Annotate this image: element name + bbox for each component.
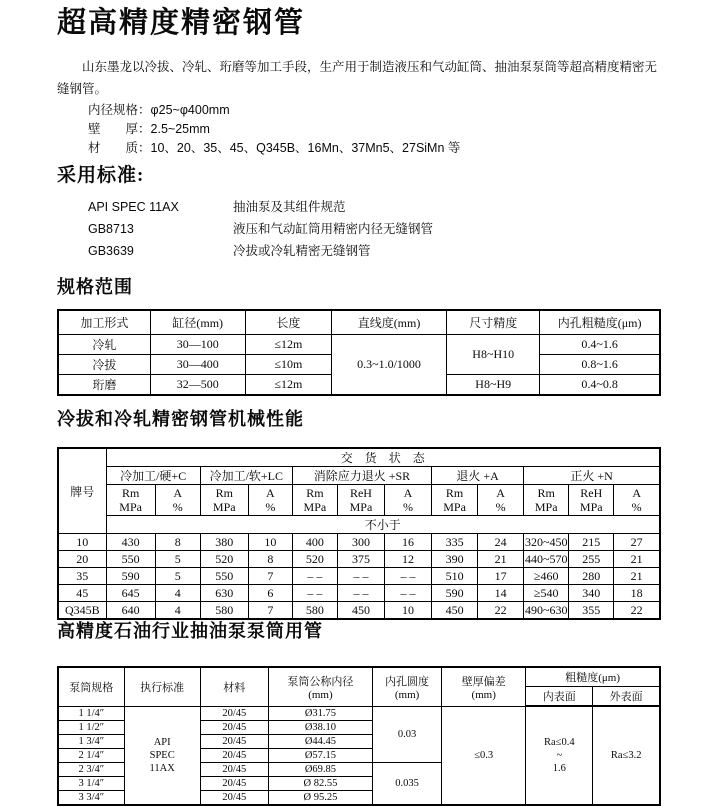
cell-value: 215: [569, 534, 614, 551]
cell-value: 14: [478, 585, 524, 602]
cell-bore: Ø38.10: [268, 720, 372, 734]
cell-value: 255: [569, 551, 614, 568]
cell-bore: 32—500: [150, 375, 245, 396]
cell-roughness: 0.8~1.6: [540, 355, 660, 375]
standard-code: GB8713: [88, 222, 134, 236]
cell-value: 430: [106, 534, 155, 551]
cell-bore: Ø57.15: [268, 748, 372, 762]
cell-material: 20/45: [200, 734, 268, 748]
cell-material: 20/45: [200, 720, 268, 734]
cell-bore: Ø31.75: [268, 706, 372, 720]
cell-material: 20/45: [200, 706, 268, 720]
cell-spec: 2 1/4″: [58, 748, 124, 762]
cell-process: 珩磨: [58, 375, 150, 396]
spec-line-material: [57, 139, 661, 158]
cell-value: 400: [292, 534, 337, 551]
col-header-unit: A %: [248, 485, 292, 516]
col-group-normalized: 正火 +N: [524, 467, 660, 485]
cell-value: – –: [384, 585, 431, 602]
col-header-unit: A %: [155, 485, 200, 516]
table-row: [58, 602, 660, 620]
cell-value: 4: [155, 585, 200, 602]
cell-material: 20/45: [200, 776, 268, 790]
col-header-unit: Rm MPa: [432, 485, 478, 516]
standard-desc: 液压和气动缸筒用精密内径无缝钢管: [233, 222, 434, 236]
col-header-unit: ReH MPa: [569, 485, 614, 516]
col-header: 加工形式: [58, 310, 150, 335]
cell-value: 22: [478, 602, 524, 620]
col-header-unit: ReH MPa: [337, 485, 384, 516]
cell-value: 590: [106, 568, 155, 585]
min-value-label: 不小于: [106, 516, 660, 534]
standard-item: [57, 196, 661, 218]
col-header-unit: A %: [478, 485, 524, 516]
cell-precision: H8~H10: [447, 335, 540, 375]
table-header-row: [58, 516, 660, 534]
page-title: 超高精度精密钢管: [57, 7, 306, 39]
col-header-inner-surface: 内表面: [526, 687, 593, 707]
cell-value: 8: [155, 534, 200, 551]
standards-list: [57, 196, 661, 262]
cell-value: 590: [432, 585, 478, 602]
col-header-unit: A %: [384, 485, 431, 516]
cell-value: 21: [614, 551, 660, 568]
cell-bore: Ø 95.25: [268, 790, 372, 805]
cell-value: – –: [292, 585, 337, 602]
cell-value: 18: [614, 585, 660, 602]
col-header: 长度: [245, 310, 331, 335]
table-header-row: [58, 448, 660, 467]
table-header-row: [58, 485, 660, 516]
table-row: [58, 585, 660, 602]
cell-bore: Ø44.45: [268, 734, 372, 748]
cell-grade: 35: [58, 568, 106, 585]
cell-value: ≥540: [524, 585, 569, 602]
cell-grade: Q345B: [58, 602, 106, 620]
col-header-bore: 泵筒公称内径 (mm): [268, 667, 372, 706]
cell-value: – –: [337, 585, 384, 602]
cell-roughness: 0.4~0.8: [540, 375, 660, 396]
cell-value: 280: [569, 568, 614, 585]
table-row: [58, 335, 660, 355]
spec-label: 壁 厚：: [88, 122, 151, 136]
cell-spec: 1 1/2″: [58, 720, 124, 734]
cell-value: 22: [614, 602, 660, 620]
col-header-unit: Rm MPa: [200, 485, 248, 516]
col-header: 直线度(mm): [331, 310, 446, 335]
cell-value: 7: [248, 602, 292, 620]
cell-straightness: 0.3~1.0/1000: [331, 335, 446, 396]
table-row: [58, 534, 660, 551]
intro-paragraph: 山东墨龙以冷拔、冷轧、珩磨等加工手段，生产用于制造液压和气动缸筒、抽油泵泵筒等超高精度精密无缝钢管。: [57, 60, 658, 96]
section-heading-pump-barrel: 高精度石油行业抽油泵泵筒用管: [57, 621, 323, 641]
cell-bore: 30—100: [150, 335, 245, 355]
cell-wall-deviation: ≤0.3: [442, 706, 526, 805]
cell-spec: 1 1/4″: [58, 706, 124, 720]
col-group-annealed: 退火 +A: [432, 467, 524, 485]
table-row: [58, 551, 660, 568]
standard-code: API SPEC 11AX: [88, 200, 179, 214]
spec-label: 内径规格：: [88, 103, 151, 117]
spec-value: 10、20、35、45、Q345B、16Mn、37Mn5、27SiMn 等: [150, 141, 461, 155]
cell-value: 380: [200, 534, 248, 551]
col-header-delivery-state: 交 货 状 态: [106, 448, 660, 467]
cell-value: 640: [106, 602, 155, 620]
table-header-row: [58, 467, 660, 485]
col-header-unit: A %: [614, 485, 660, 516]
col-group-cold-soft: 冷加工/软+LC: [200, 467, 292, 485]
cell-precision: H8~H9: [447, 375, 540, 396]
cell-value: 17: [478, 568, 524, 585]
col-header-unit: Rm MPa: [292, 485, 337, 516]
cell-value: 340: [569, 585, 614, 602]
pump-barrel-table: [57, 666, 661, 806]
mechanical-properties-table: [57, 447, 661, 620]
cell-value: 320~450: [524, 534, 568, 549]
cell-spec: 3 1/4″: [58, 776, 124, 790]
spec-value: φ25~φ400mm: [150, 103, 230, 117]
cell-value: 4: [155, 602, 200, 620]
cell-value: 24: [478, 534, 524, 551]
cell-material: 20/45: [200, 748, 268, 762]
cell-value: 375: [337, 551, 384, 568]
cell-process: 冷轧: [58, 335, 150, 355]
cell-value: 550: [200, 568, 248, 585]
standard-item: [57, 240, 661, 262]
cell-spec: 1 3/4″: [58, 734, 124, 748]
cell-material: 20/45: [200, 790, 268, 805]
cell-bore: Ø 82.55: [268, 776, 372, 790]
spec-label: 材 质：: [88, 141, 151, 155]
cell-value: 450: [337, 602, 384, 620]
cell-spec: 2 3/4″: [58, 762, 124, 776]
col-header-unit: Rm MPa: [524, 485, 569, 516]
table-header-row: [58, 310, 660, 335]
cell-process: 冷拔: [58, 355, 150, 375]
col-header-grade: 牌号: [58, 448, 106, 534]
cell-value: 10: [384, 602, 431, 620]
cell-value: 16: [384, 534, 431, 551]
cell-grade: 45: [58, 585, 106, 602]
cell-bore: Ø69.85: [268, 762, 372, 776]
cell-value: 520: [292, 551, 337, 568]
spec-list: [57, 101, 661, 158]
cell-value: 355: [569, 602, 614, 620]
col-header: 缸径(mm): [150, 310, 245, 335]
cell-value: 12: [384, 551, 431, 568]
cell-length: ≤12m: [245, 335, 331, 355]
cell-bore: 30—400: [150, 355, 245, 375]
cell-standard: API SPEC 11AX: [124, 706, 200, 805]
cell-value: 8: [248, 551, 292, 568]
section-heading-mechanical: 冷拔和冷轧精密钢管机械性能: [57, 409, 304, 429]
spec-value: 2.5~25mm: [150, 122, 210, 136]
col-header-wall-deviation: 壁厚偏差 (mm): [442, 667, 526, 706]
cell-value: 6: [248, 585, 292, 602]
standard-code: GB3639: [88, 244, 134, 258]
cell-value: 21: [614, 568, 660, 585]
col-header-material: 材料: [200, 667, 268, 706]
cell-roughness: 0.4~1.6: [540, 335, 660, 355]
cell-length: ≤12m: [245, 375, 331, 396]
col-group-cold-hard: 冷加工/硬+C: [106, 467, 200, 485]
standard-desc: 抽油泵及其组件规范: [233, 200, 346, 214]
col-header-unit: Rm MPa: [106, 485, 155, 516]
cell-spec: 3 3/4″: [58, 790, 124, 805]
cell-value: 630: [200, 585, 248, 602]
cell-value: 300: [337, 534, 384, 551]
cell-grade: 20: [58, 551, 106, 568]
col-group-stress-relieved: 消除应力退火 +SR: [292, 467, 431, 485]
cell-grade: 10: [58, 534, 106, 551]
cell-roundness: 0.03: [373, 706, 442, 762]
cell-value: 520: [200, 551, 248, 568]
cell-value: 450: [432, 602, 478, 620]
cell-value: 5: [155, 568, 200, 585]
cell-value: – –: [292, 568, 337, 585]
col-header-roughness: 粗糙度(μm): [526, 667, 660, 687]
cell-value: 580: [200, 602, 248, 620]
cell-value: 440~570: [524, 551, 568, 566]
cell-value: 27: [614, 534, 660, 551]
cell-value: 490~630: [524, 602, 569, 620]
cell-value: 21: [478, 551, 524, 568]
cell-value: 10: [248, 534, 292, 551]
cell-value: 510: [432, 568, 478, 585]
cell-value: 580: [292, 602, 337, 620]
col-header-roundness: 内孔圆度 (mm): [373, 667, 442, 706]
cell-value: – –: [384, 568, 431, 585]
table-header-row: [58, 667, 660, 687]
cell-length: ≤10m: [245, 355, 331, 375]
col-header: 内孔粗糙度(μm): [540, 310, 660, 335]
spec-line-wall-thickness: [57, 120, 661, 139]
section-heading-spec-range: 规格范围: [57, 277, 133, 297]
cell-roundness: 0.035: [373, 762, 442, 805]
spec-line-inner-diameter: [57, 101, 661, 120]
cell-value: ≥460: [524, 568, 569, 585]
table-row: [58, 706, 660, 720]
col-header-spec: 泵筒规格: [58, 667, 124, 706]
cell-outer-roughness: Ra≤3.2: [593, 706, 660, 805]
cell-value: 550: [106, 551, 155, 568]
cell-value: 335: [432, 534, 478, 551]
cell-material: 20/45: [200, 762, 268, 776]
col-header-outer-surface: 外表面: [593, 687, 660, 707]
col-header: 尺寸精度: [447, 310, 540, 335]
table-row: [58, 568, 660, 585]
cell-value: 5: [155, 551, 200, 568]
col-header-standard: 执行标准: [124, 667, 200, 706]
spec-range-table: [57, 309, 661, 396]
cell-value: 390: [432, 551, 478, 568]
cell-value: 645: [106, 585, 155, 602]
section-heading-standards: 采用标准:: [57, 165, 145, 186]
cell-value: 7: [248, 568, 292, 585]
cell-value: – –: [337, 568, 384, 585]
cell-inner-roughness: Ra≤0.4 ~ 1.6: [526, 706, 593, 805]
standard-desc: 冷拔或冷轧精密无缝钢管: [233, 244, 371, 258]
standard-item: [57, 218, 661, 240]
